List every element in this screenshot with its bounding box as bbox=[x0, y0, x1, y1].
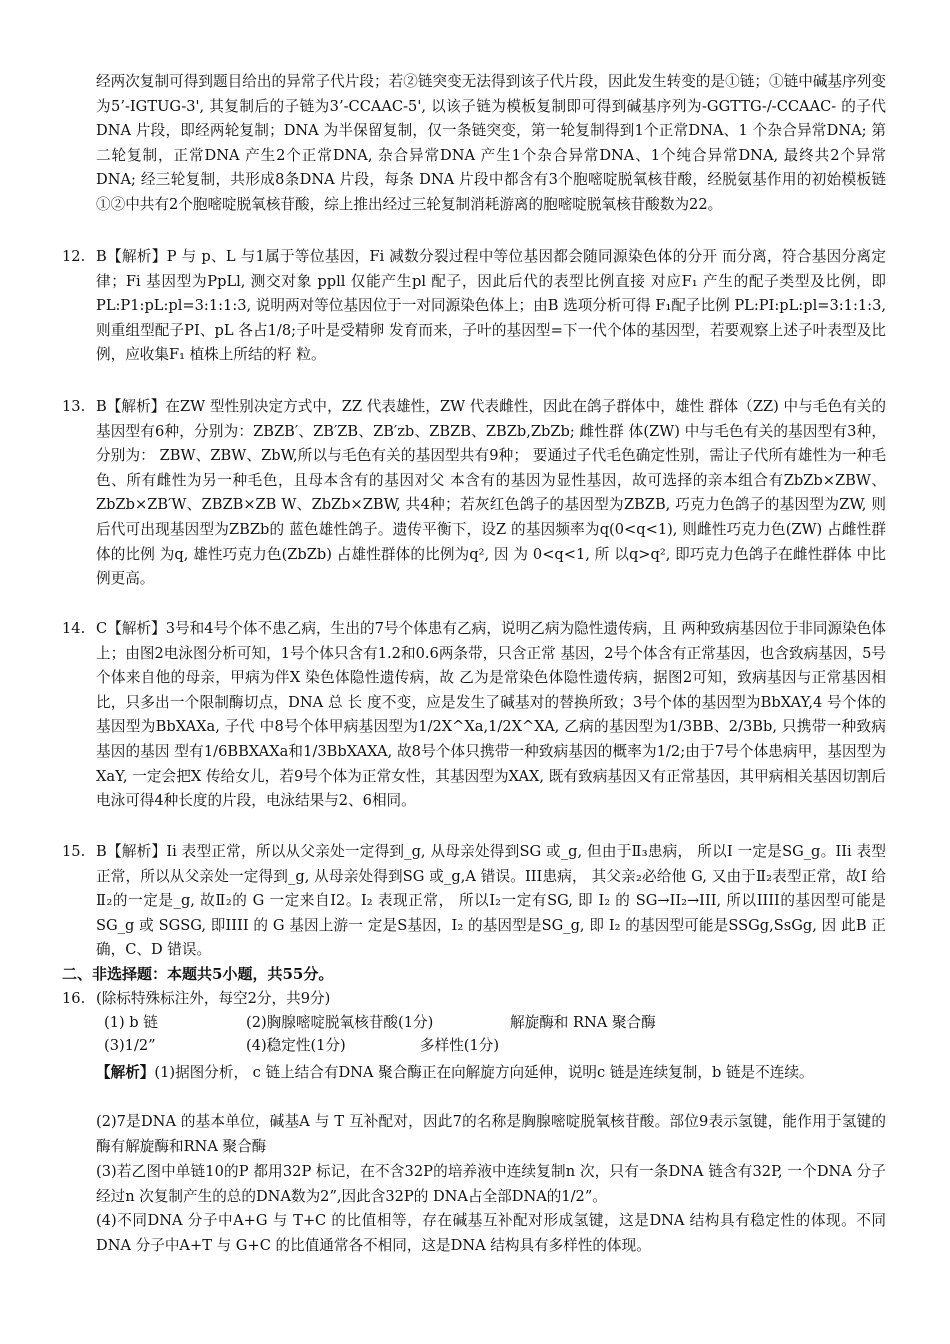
question-16 bbox=[62, 987, 886, 1012]
question-12 bbox=[62, 245, 886, 368]
answer-1: (1) b 链 bbox=[104, 1014, 158, 1031]
intro-paragraph: 经两次复制可得到题目给出的异常子代片段；若②链突变无法得到该子代片段，因此发生转变的是①链；①链中碱基序列变为5’-IGTUG-3', 其复制后的子链为3’-CCAAC-5', 以该子链为模板复制即可得到碱基序列为-GGTTG-/-CCAAC- 的子代DNA 片段，即经两轮复制；DNA 为半保留复制，仅一条链突变，第一轮复制得到1个正常DNA、1 个杂合异常DNA; 第二轮复制，正常DNA 产生2个正常DNA, 杂合异常DNA 产生1个杂合异常DNA、1个纯合异常DNA, 最终共2个异常DNA; 经三轮复制，共形成8条DNA 片段，每条 DNA 片段中都含有3个胞嘧啶脱氧核苷酸，经脱氨基作用的初始模板链①②中共有2个胞嘧啶脱氧核苷酸，综上推出经过三轮复制消耗游离的胞嘧啶脱氧核苷酸数为22。 bbox=[96, 73, 886, 213]
answer-5: (4)稳定性(1分) bbox=[246, 1037, 346, 1054]
question-number: 13. bbox=[62, 398, 86, 415]
question-analysis: C【解析】3号和4号个体不患乙病，生出的7号个体患有乙病，说明乙病为隐性遗传病，且 两种致病基因位于非同源染色体上；由图2电泳图分析可知，1号个体只含有1.2和0.6两条带，只含正常 基因，2号个体含有正常基因，也含致病基因，5号个体来自他的母亲，甲病为伴X 染色体隐性遗传病，故 乙为是常染色体隐性遗传病，据图2可知，致病基因与正常基因相比，只多出一个限制酶切点，DNA 总 长 度不变，应是发生了碱基对的替换所致；3号个体的基因型为BbXAY,4 号个体的基因型为BbXAXa, 子代 中8号个体甲病基因型为1/2X^Xa,1/2X^XA, 乙病的基因型为1/3BB、2/3Bb, 只携带一种致病基因的基因 型有1/6BBXAXa和1/3BbXAXA, 故8号个体只携带一种致病基因的概率为1/2;由于7号个体患病甲，基因型为XaY, 一定会把X 传给女儿，若9号个体为正常女性，其基因型为XAX, 既有致病基因又有正常基因，其甲病相关基因切割后电泳可得4种长度的片段，电泳结果与2、6相同。 bbox=[96, 620, 886, 810]
question-number: 12. bbox=[62, 248, 86, 265]
question-analysis: B【解析】在ZW 型性别决定方式中，ZZ 代表雄性，ZW 代表雌性，因此在鸽子群体中，雄性 群体（ZZ) 中与毛色有关的基因型有6种，分别为：ZBZB′、ZB′ZB、ZB′zb、ZBZB、ZBZb,ZbZb; 雌性群 体(ZW) 中与毛色有关的基因型有3种，分别为： ZBW、ZBW、ZbW,所以与毛色有关的基因型共有9种； 要通过子代毛色确定性别，需让子代所有雄性为一种毛色、所有雌性为另一种毛色，且母本含有的基因对父 本含有的基因为显性基因，故可选择的亲本组合有ZbZb×ZBW、ZbZb×ZB′W、ZBZB×ZB W、ZbZb×ZBW, 共4种；若灰红色鸽子的基因型为ZBZB, 巧克力色鸽子的基因型为ZW, 则后代可出现基因型为ZBZb的 蓝色雄性鸽子。遗传平衡下，设Z 的基因频率为q(0<q<1), 则雌性巧克力色(ZW) 占雌性群体的比例 为q, 雄性巧克力色(ZbZb) 占雄性群体的比例为q², 因 为 0<q<1, 所 以q>q², 即巧克力色鸽子在雌性群体 中比例更高。 bbox=[96, 398, 886, 588]
question-number: 14. bbox=[62, 620, 86, 637]
question-analysis: B【解析】Ii 表型正常，所以从父亲处一定得到_g, 从母亲处得到SG 或_g, 但由于Ⅱ₃患病， 所以I 一定是SG_g。IIi 表型正常，所以从父亲处一定得到_g, 从母亲处得到SG 或_g,A 错误。III患病， 其父亲₂必给他 G, 又由于Ⅱ₂表型正常，故I 给Ⅱ₂的一定是_g, 故Ⅱ₂的 G 一定来自I2。I₂ 表现正常， 所以I₂一定有SG, 即 I₂ 的 SG→II₂→III, 所以IIII的基因型可能是SG_g 或 SGSG, 即IIII 的 G 基因上游一 定是S基因，I₂ 的基因型是SG_g, 即 I₂ 的基因型可能是SSGg,SsGg, 因 此B 正确，C、D 错误。 bbox=[96, 843, 886, 959]
question-number: 15. bbox=[62, 843, 86, 860]
answer-3: 解旋酶和 RNA 聚合酶 bbox=[510, 1014, 656, 1031]
analysis-4: (4)不同DNA 分子中A+G 与 T+C 的比值相等，存在碱基互补配对形成氢键，这是DNA 结构具有稳定性的体现。不同DNA 分子中A+T 与 G+C 的比值通常各不相同，这是DNA 结构具有多样性的体现。 bbox=[96, 1212, 886, 1254]
analysis-1 bbox=[96, 1061, 886, 1086]
section-two-title: 二、非选择题：本题共5小题，共55分。 bbox=[62, 965, 334, 983]
answer-2: (2)胸腺嘧啶脱氧核苷酸(1分) bbox=[246, 1014, 434, 1031]
analysis-2: (2)7是DNA 的基本单位，碱基A 与 T 互补配对，因此7的名称是胸腺嘧啶脱氧核苷酸。部位9表示氢键，能作用于氢键的酶有解旋酶和RNA 聚合酶 bbox=[96, 1113, 886, 1155]
answer-4: (3)1/2” bbox=[104, 1037, 156, 1054]
question-13 bbox=[62, 395, 886, 592]
question-14 bbox=[62, 617, 886, 814]
answer-6: 多样性(1分) bbox=[420, 1037, 500, 1054]
question-number: 16. bbox=[62, 990, 86, 1007]
analysis-text: (1)据图分析， c 链上结合有DNA 聚合酶正在向解旋方向延伸，说明c 链是连续复制，b 链是不连续。 bbox=[154, 1064, 814, 1081]
question-15 bbox=[62, 840, 886, 963]
analysis-3: (3)若乙图中单链10的P 都用32P 标记，在不含32P的培养液中连续复制n 次，只有一条DNA 链含有32P, 一个DNA 分子经过n 次复制产生的总的DNA数为2”,因此含32P的 DNA占全部DNA的1/2”。 bbox=[96, 1163, 886, 1205]
analysis-tag: 【解析】 bbox=[96, 1064, 155, 1081]
question-16-header: (除标特殊标注外，每空2分，共9分) bbox=[96, 990, 331, 1007]
question-analysis: B【解析】P 与 p、L 与1属于等位基因，Fi 减数分裂过程中等位基因都会随同源染色体的分开 而分离，符合基因分离定律；Fi 基因型为PpLl, 测交对象 ppll 仅能产生pl 配子，因此后代的表型比例直接 对应F₁ 产生的配子类型及比例，即PL:P1:pL:pl=3:1:1:3, 说明两对等位基因位于一对同源染色体上；由B 选项分析可得 F₁配子比例 PL:PI:pL:pl=3:1:1:3, 则重组型配子PI、pL 各占1/8;子叶是受精卵 发育而来，子叶的基因型=下一代个体的基因型，若要观察上述子叶表型及比例，应收集F₁ 植株上所结的籽 粒。 bbox=[96, 248, 887, 364]
